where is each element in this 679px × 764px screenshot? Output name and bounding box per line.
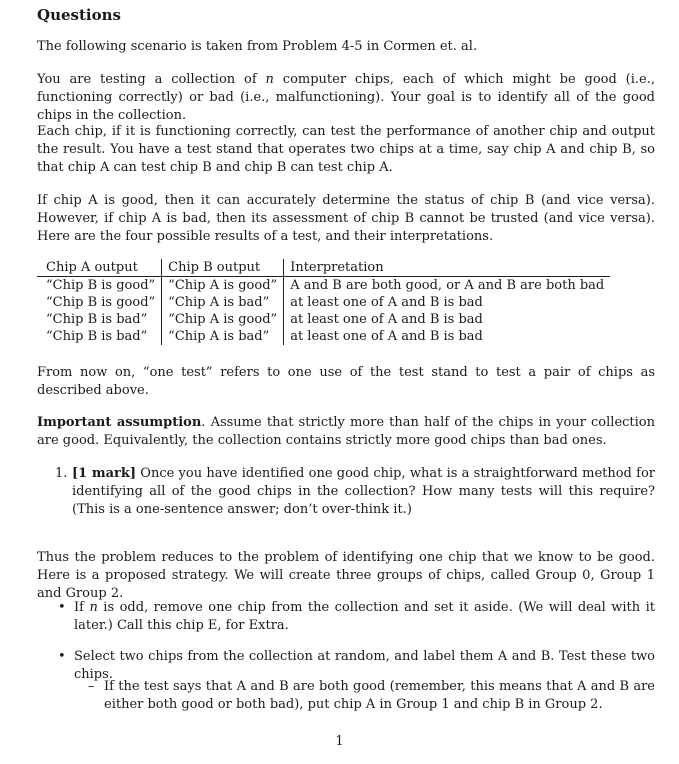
cell-interpretation: at least one of A and B is bad xyxy=(290,329,483,344)
paragraph-assumption xyxy=(37,414,655,450)
cell-chip-a-output: “Chip B is good” xyxy=(37,277,162,295)
cell-interpretation: A and B are both good, or A and B are both bad xyxy=(290,278,605,293)
bullet-text-2: is odd, remove one chip from the collection and set it aside. (We will deal with it later.) Call this chip E, for Extra. xyxy=(74,600,655,633)
header-chip-b-output: Chip B output xyxy=(162,259,284,277)
header-interpretation: Interpretation xyxy=(284,259,611,277)
question-mark: [1 mark] xyxy=(72,466,137,481)
paragraph-source: The following scenario is taken from Problem 4-5 in Cormen et. al. xyxy=(37,39,478,54)
bullet-dot-icon: • xyxy=(58,649,66,664)
table-header-row xyxy=(37,259,610,277)
cell-chip-b-output: “Chip A is good” xyxy=(162,277,284,295)
subitem-body: If the test says that A and B are both good (remember, this means that A and B are either both good or both bad), put chip A in Group 1 and chip B in Group 2. xyxy=(104,679,655,712)
question-text: Once you have identified one good chip, what is a straightforward method for identifying all of the good chips in the collection? How many tests will this require? (This is a one-sentence answer; don’t over-think it.) xyxy=(72,466,655,517)
cell-chip-b-output: “Chip A is bad” xyxy=(162,328,284,345)
subitem-both-good xyxy=(88,678,655,714)
paragraph-test-stand: Each chip, if it is functioning correctly, can test the performance of another chip and output the result. You have a test stand that operates two chips at a time, say chip A and chip B, so that chip A can test chip B and chip B can test chip A. xyxy=(37,124,655,175)
cell-chip-b-output: “Chip A is good” xyxy=(162,311,284,328)
cell-chip-a-output: “Chip B is bad” xyxy=(37,311,162,328)
bullet-text-1: If xyxy=(74,600,90,615)
results-table xyxy=(37,259,610,345)
cell-interpretation: at least one of A and B is bad xyxy=(290,312,483,327)
table-row xyxy=(37,277,610,295)
question-1 xyxy=(55,465,655,519)
question-number: 1. xyxy=(55,466,68,481)
header-chip-a-output: Chip A output xyxy=(37,259,162,277)
bullet-body xyxy=(74,599,655,635)
section-title: Questions xyxy=(37,6,121,24)
bullet-body: Select two chips from the collection at random, and label them A and B. Test these two chips. xyxy=(74,649,655,682)
cell-chip-a-output: “Chip B is good” xyxy=(37,294,162,311)
math-n: n xyxy=(265,72,274,87)
bullet-dot-icon: • xyxy=(58,600,66,615)
assumption-text: . Assume that strictly more than half of the chips in your collection are good. Equivalently, the collection contains strictly more good chips than bad ones. xyxy=(37,415,656,448)
paragraph-status: If chip A is good, then it can accurately determine the status of chip B (and vice versa). However, if chip A is bad, then its assessment of chip B cannot be trusted (and vice versa). Here are the four possible results of a test, and their interpretations. xyxy=(37,193,655,244)
paragraph-one-test: From now on, “one test” refers to one use of the test stand to test a pair of chips as described above. xyxy=(37,365,655,398)
assumption-label: Important assumption xyxy=(37,415,202,430)
paragraph-scenario-text-2: computer chips, each of which might be good (i.e., functioning correctly) or bad (i.e., malfunctioning). Your goal is to identify all of the good chips in the collection. xyxy=(37,72,655,123)
paragraph-scenario xyxy=(37,71,655,125)
cell-chip-b-output: “Chip A is bad” xyxy=(162,294,284,311)
table-row xyxy=(37,311,610,328)
table-row xyxy=(37,294,610,311)
page-number: 1 xyxy=(335,734,344,749)
bullet-odd-n xyxy=(58,599,655,635)
math-n: n xyxy=(89,600,98,615)
cell-chip-a-output: “Chip B is bad” xyxy=(37,328,162,345)
table-row xyxy=(37,328,610,345)
dash-icon: – xyxy=(88,679,95,694)
paragraph-scenario-text-1: You are testing a collection of xyxy=(37,72,266,87)
paragraph-strategy: Thus the problem reduces to the problem of identifying one chip that we know to be good. Here is a proposed strategy. We will create three groups of chips, called Group 0, Group 1 and Group 2. xyxy=(37,550,655,601)
cell-interpretation: at least one of A and B is bad xyxy=(290,295,483,310)
question-body xyxy=(72,465,655,519)
